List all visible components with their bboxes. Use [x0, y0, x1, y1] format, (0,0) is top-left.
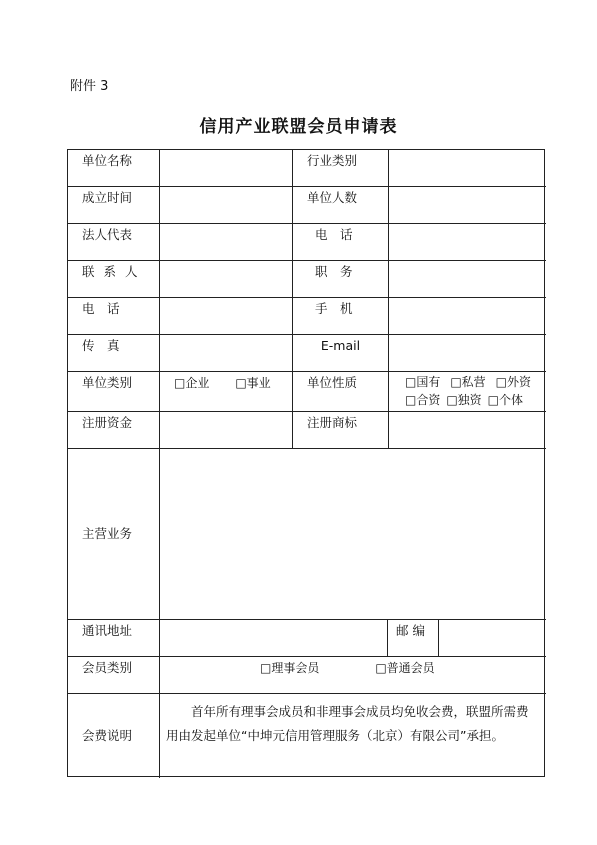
- attachment-label: 附件 3: [70, 79, 109, 94]
- option-council-member[interactable]: □理事会员: [260, 661, 320, 675]
- label-fee-note: [68, 694, 160, 778]
- label-contact: 联系人: [68, 261, 160, 298]
- member-type-options: [160, 657, 546, 694]
- label-business: [68, 449, 160, 620]
- unit-name-field[interactable]: [160, 150, 293, 187]
- business-field[interactable]: [160, 449, 546, 620]
- option-institution[interactable]: □事业: [235, 376, 271, 390]
- form-title: 信用产业联盟会员申请表: [199, 117, 398, 137]
- option-individual[interactable]: □个体: [487, 393, 523, 407]
- label-address: 通讯地址: [68, 620, 160, 657]
- label-legal-rep: 法人代表: [68, 224, 160, 261]
- label-unit-type: 单位类别: [68, 372, 160, 412]
- label-mobile: 手 机: [293, 298, 389, 335]
- industry-field[interactable]: [389, 150, 546, 187]
- tel-field[interactable]: [160, 298, 293, 335]
- application-table: [67, 149, 545, 777]
- option-enterprise[interactable]: □企业: [174, 376, 210, 390]
- label-fee-note-text: 会费说明: [82, 728, 133, 743]
- label-capital: 注册资金: [68, 412, 160, 449]
- option-joint[interactable]: □合资: [405, 393, 441, 407]
- label-unit-name: 单位名称: [68, 150, 160, 187]
- label-staff-count: 单位人数: [293, 187, 389, 224]
- label-fax: 传 真: [68, 335, 160, 372]
- phone-field[interactable]: [389, 224, 546, 261]
- founded-field[interactable]: [160, 187, 293, 224]
- label-member-type: 会员类别: [68, 657, 160, 694]
- unit-nature-options: [389, 372, 546, 412]
- fee-note-text: 首年所有理事会成员和非理事会成员均免收会费，联盟所需费用由发起单位“中坤元信用管理服务（北京）有限公司”承担。: [166, 704, 529, 743]
- email-field[interactable]: [389, 335, 546, 372]
- legal-rep-field[interactable]: [160, 224, 293, 261]
- mobile-field[interactable]: [389, 298, 546, 335]
- capital-field[interactable]: [160, 412, 293, 449]
- contact-field[interactable]: [160, 261, 293, 298]
- label-industry: 行业类别: [293, 150, 389, 187]
- label-email: E-mail: [293, 335, 389, 372]
- fax-field[interactable]: [160, 335, 293, 372]
- option-regular-member[interactable]: □普通会员: [375, 661, 435, 675]
- option-private[interactable]: □私营: [450, 375, 486, 389]
- staff-count-field[interactable]: [389, 187, 546, 224]
- label-position: 职 务: [293, 261, 389, 298]
- label-founded: 成立时间: [68, 187, 160, 224]
- option-sole[interactable]: □独资: [446, 393, 482, 407]
- label-business-text: 主营业务: [82, 526, 133, 541]
- option-foreign[interactable]: □外资: [495, 375, 531, 389]
- postcode-field[interactable]: [439, 620, 546, 657]
- position-field[interactable]: [389, 261, 546, 298]
- label-postcode: 邮 编: [388, 620, 439, 657]
- label-trademark: 注册商标: [293, 412, 389, 449]
- label-phone: 电 话: [293, 224, 389, 261]
- option-state-owned[interactable]: □国有: [405, 375, 441, 389]
- label-tel: 电 话: [68, 298, 160, 335]
- trademark-field[interactable]: [389, 412, 546, 449]
- address-field[interactable]: [160, 620, 388, 657]
- label-unit-nature: 单位性质: [293, 372, 389, 412]
- unit-type-options: [160, 372, 293, 412]
